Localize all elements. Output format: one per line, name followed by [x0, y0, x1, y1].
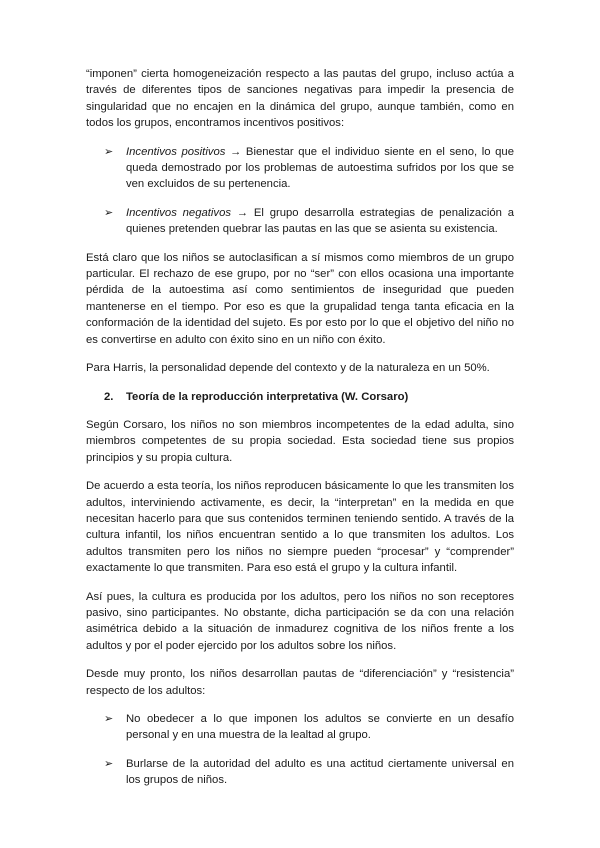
- paragraph-harris: Para Harris, la personalidad depende del contexto y de la naturaleza en un 50%.: [86, 362, 490, 375]
- negative-incentives-text: El grupo desarrolla estrategias de penalización a quienes pretenden quebrar las pautas en las que se asienta su existencia.: [126, 206, 514, 236]
- arrow-bullet-icon: ➢: [104, 206, 114, 219]
- positive-incentives-text: Bienestar que el individuo siente en el seno, lo que queda demostrado por los problemas de autoestima sufridos por los que se ven excluidos de su pertenencia.: [126, 145, 514, 191]
- paragraph-homogeneization: “imponen” cierta homogeneización respecto a las pautas del grupo, incluso actúa a través de diferentes tipos de sanciones negativas para impedir la presencia de singularidad que no encajen en la dinámica del grupo, aunque también, como en todos los grupos, encontramos incentivos positivos:: [86, 68, 514, 130]
- section-title: Teoría de la reproducción interpretativa (W. Corsaro): [126, 390, 409, 403]
- list-item-mock-authority: [104, 756, 514, 789]
- arrow-glyph: →: [225, 145, 246, 158]
- disobey-text: No obedecer a lo que imponen los adultos se convierte en un desafío personal y en una muestra de la lealtad al grupo.: [126, 713, 514, 742]
- arrow-bullet-icon: ➢: [104, 757, 114, 770]
- section-heading: [104, 389, 514, 405]
- paragraph-culture: Así pues, la cultura es producida por los adultos, pero los niños no son receptores pasivo, sino participantes. No obstante, dicha participación se da con una relación asimétrica debido a la situación de inmadurez cognitiva de los niños frente a los adultos y por el poder ejercido por los adultos sobre los niños.: [86, 590, 514, 652]
- list-item-positive-incentives: [104, 144, 514, 193]
- paragraph-theory: De acuerdo a esta teoría, los niños reproducen básicamente lo que les transmiten los adultos, interviniendo activamente, es decir, la “interpretan” en la medida en que necesitan hacerlo para que sus contenidos terminen teniendo sentido. A través de la cultura infantil, los niños encuentran sentido a lo que transmiten los adultos. Los adultos transmiten pero los niños no siempre pueden “procesar” y “comprender” exactamente lo que transmiten. Para eso está el grupo y la cultura infantil.: [86, 480, 514, 575]
- arrow-glyph: →: [231, 206, 254, 219]
- arrow-bullet-icon: ➢: [104, 713, 114, 725]
- list-item-disobey: [104, 711, 514, 744]
- paragraph-self-classification: Está claro que los niños se autoclasifican a sí mismos como miembros de un grupo particular. El rechazo de ese grupo, por no “ser” con ellos ocasiona una importante pérdida de la autoestima así como sentimientos de inseguridad que pueden mantenerse en el tiempo. Por eso es que la grupalidad tenga tanta eficacia en la conformación de la identidad del sujeto. Es por esto por lo que el objetivo del niño no es convertirse en adulto con éxito sino en un niño con éxito.: [86, 251, 514, 346]
- paragraph-corsaro: Según Corsaro, los niños no son miembros incompetentes de la edad adulta, sino miembros competentes de su propia sociedad. Esta sociedad tiene sus propios principios y su propia cultura.: [86, 418, 514, 464]
- paragraph-differentiation: Desde muy pronto, los niños desarrollan pautas de “diferenciación” y “resistencia” respecto de los adultos:: [86, 668, 514, 697]
- term-negative-incentives: Incentivos negativos: [126, 206, 232, 219]
- section-number: 2.: [104, 390, 114, 403]
- mock-authority-text: Burlarse de la autoridad del adulto es una actitud ciertamente universal en los grupos de niños.: [126, 757, 514, 787]
- term-positive-incentives: Incentivos positivos: [126, 145, 226, 158]
- list-item-negative-incentives: [104, 205, 514, 238]
- arrow-bullet-icon: ➢: [104, 145, 114, 158]
